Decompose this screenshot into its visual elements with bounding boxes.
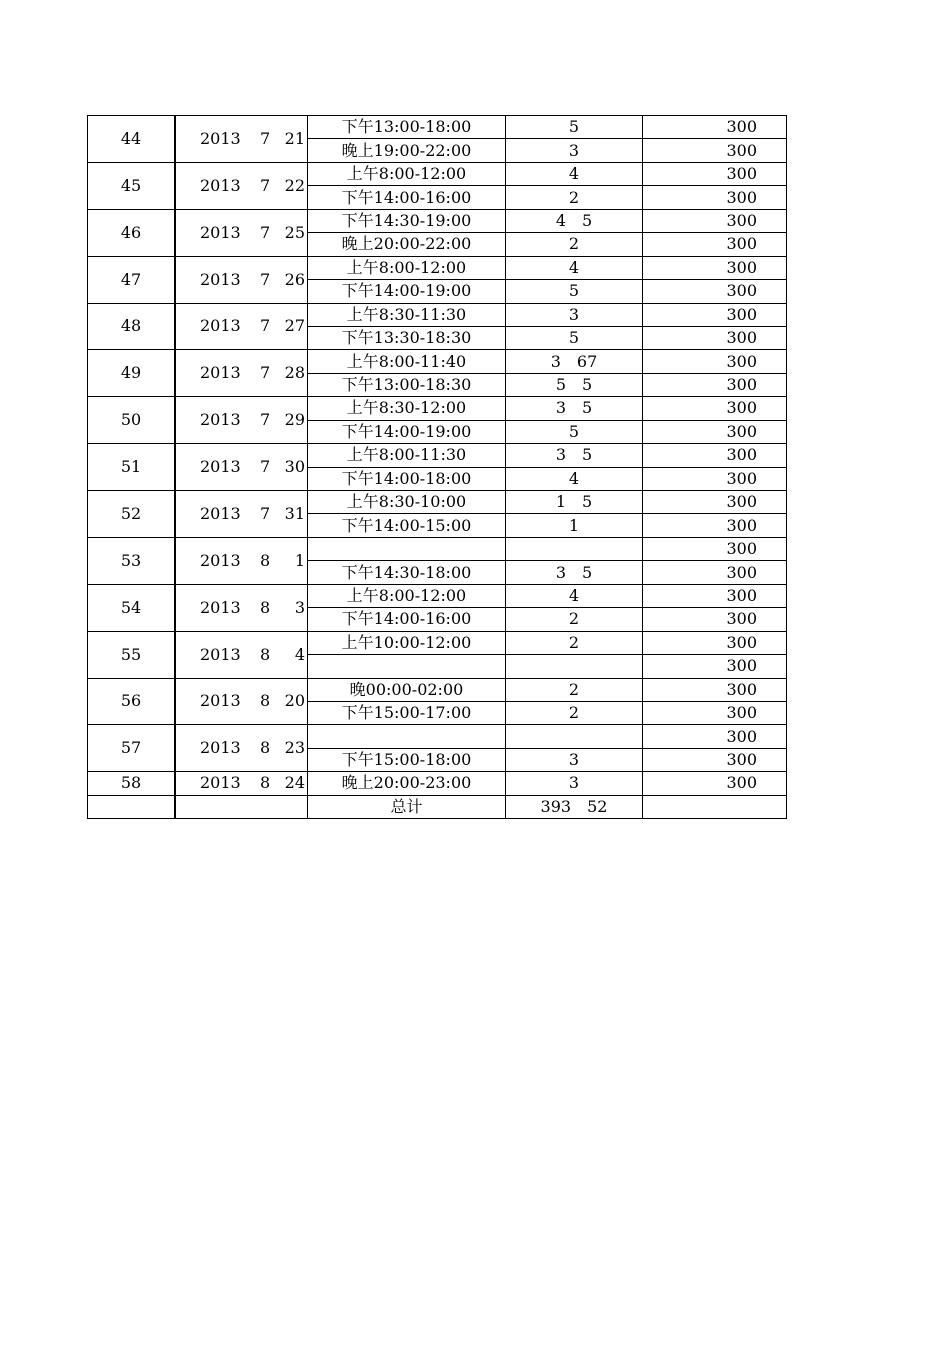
hours-cell: 2: [506, 608, 643, 631]
hours-cell: 4: [506, 162, 643, 185]
hours-cell: 1: [506, 514, 643, 537]
date-cell: [175, 725, 308, 772]
amount-cell: 300: [643, 514, 787, 537]
total-empty-cell: [175, 795, 308, 818]
date-cell: [175, 631, 308, 678]
time-slot-cell: 下午13:30-18:30: [308, 326, 506, 349]
table-row: [88, 444, 787, 467]
amount-cell: 300: [643, 233, 787, 256]
hours-cell: 5: [506, 420, 643, 443]
date-day: 27: [284, 316, 305, 336]
table-row: [88, 772, 787, 795]
hours-cell: 3: [506, 772, 643, 795]
amount-cell: 300: [643, 725, 787, 748]
date-cell: [175, 116, 308, 163]
date-cell: [175, 772, 308, 795]
amount-cell: 300: [643, 537, 787, 560]
time-slot-cell: 下午14:00-19:00: [308, 280, 506, 303]
total-hours: 393 52: [506, 795, 643, 818]
amount-cell: 300: [643, 631, 787, 654]
date-day: 30: [284, 457, 305, 477]
total-empty-cell: [88, 795, 176, 818]
table-row: [88, 303, 787, 326]
date-day: 3: [294, 597, 305, 617]
hours-cell: [506, 537, 643, 560]
timesheet-body: [88, 116, 787, 819]
time-slot-cell: 下午15:00-18:00: [308, 748, 506, 771]
amount-cell: 300: [643, 678, 787, 701]
date-day: 21: [284, 128, 305, 148]
row-number-cell: 58: [88, 772, 176, 795]
date-cell: [175, 209, 308, 256]
date-cell: [175, 678, 308, 725]
amount-cell: 300: [643, 280, 787, 303]
amount-cell: 300: [643, 584, 787, 607]
date-year: 2013: [200, 316, 241, 336]
date-cell: [175, 256, 308, 303]
time-slot-cell: 下午14:00-15:00: [308, 514, 506, 537]
time-slot-cell: 下午13:00-18:30: [308, 373, 506, 396]
time-slot-cell: 晚00:00-02:00: [308, 678, 506, 701]
hours-cell: [506, 655, 643, 678]
date-month: 8: [260, 691, 271, 711]
amount-cell: 300: [643, 186, 787, 209]
date-month: 7: [260, 128, 271, 148]
hours-cell: 3 5: [506, 397, 643, 420]
date-day: 28: [284, 363, 305, 383]
date-cell: [175, 584, 308, 631]
row-number-cell: 45: [88, 162, 176, 209]
amount-cell: 300: [643, 467, 787, 490]
date-year: 2013: [200, 363, 241, 383]
date-cell: [175, 444, 308, 491]
hours-cell: 1 5: [506, 491, 643, 514]
row-number-cell: 54: [88, 584, 176, 631]
time-slot-cell: 上午8:00-12:00: [308, 584, 506, 607]
row-number-cell: 56: [88, 678, 176, 725]
amount-cell: 300: [643, 397, 787, 420]
amount-cell: 300: [643, 608, 787, 631]
row-number-cell: 44: [88, 116, 176, 163]
date-year: 2013: [200, 222, 241, 242]
date-year: 2013: [200, 457, 241, 477]
table-row: [88, 397, 787, 420]
time-slot-cell: 下午14:00-19:00: [308, 420, 506, 443]
row-number-cell: 55: [88, 631, 176, 678]
table-row: [88, 209, 787, 232]
date-month: 8: [260, 738, 271, 758]
time-slot-cell: 晚上20:00-23:00: [308, 772, 506, 795]
total-amount: [643, 795, 787, 818]
hours-cell: [506, 725, 643, 748]
amount-cell: 300: [643, 561, 787, 584]
time-slot-cell: 上午8:30-12:00: [308, 397, 506, 420]
hours-cell: 3 5: [506, 561, 643, 584]
date-day: 31: [284, 503, 305, 523]
date-year: 2013: [200, 644, 241, 664]
date-year: 2013: [200, 269, 241, 289]
date-year: 2013: [200, 691, 241, 711]
table-row: [88, 116, 787, 139]
date-cell: [175, 537, 308, 584]
time-slot-cell: 下午14:30-18:00: [308, 561, 506, 584]
timesheet-table: [87, 115, 787, 819]
amount-cell: 300: [643, 256, 787, 279]
date-month: 7: [260, 316, 271, 336]
date-cell: [175, 350, 308, 397]
amount-cell: 300: [643, 326, 787, 349]
amount-cell: 300: [643, 303, 787, 326]
amount-cell: 300: [643, 748, 787, 771]
hours-cell: 2: [506, 701, 643, 724]
amount-cell: 300: [643, 116, 787, 139]
table-row: [88, 350, 787, 373]
date-day: 24: [284, 773, 305, 793]
date-month: 7: [260, 363, 271, 383]
row-number-cell: 53: [88, 537, 176, 584]
table-row: [88, 725, 787, 748]
time-slot-cell: 下午13:00-18:00: [308, 116, 506, 139]
time-slot-cell: [308, 655, 506, 678]
amount-cell: 300: [643, 162, 787, 185]
table-row: [88, 584, 787, 607]
hours-cell: 5: [506, 326, 643, 349]
row-number-cell: 49: [88, 350, 176, 397]
amount-cell: 300: [643, 444, 787, 467]
time-slot-cell: [308, 537, 506, 560]
table-row: [88, 162, 787, 185]
time-slot-cell: 下午14:00-16:00: [308, 608, 506, 631]
date-month: 7: [260, 410, 271, 430]
time-slot-cell: 上午10:00-12:00: [308, 631, 506, 654]
date-month: 7: [260, 503, 271, 523]
date-day: 23: [284, 738, 305, 758]
date-year: 2013: [200, 597, 241, 617]
table-row: [88, 631, 787, 654]
hours-cell: 3: [506, 303, 643, 326]
time-slot-cell: 下午15:00-17:00: [308, 701, 506, 724]
time-slot-cell: 上午8:30-10:00: [308, 491, 506, 514]
time-slot-cell: 下午14:30-19:00: [308, 209, 506, 232]
time-slot-cell: 晚上20:00-22:00: [308, 233, 506, 256]
amount-cell: 300: [643, 209, 787, 232]
hours-cell: 4: [506, 256, 643, 279]
hours-cell: 3 67: [506, 350, 643, 373]
hours-cell: 4: [506, 584, 643, 607]
time-slot-cell: 上午8:00-11:30: [308, 444, 506, 467]
date-day: 29: [284, 410, 305, 430]
hours-cell: 4: [506, 467, 643, 490]
row-number-cell: 46: [88, 209, 176, 256]
time-slot-cell: 上午8:00-12:00: [308, 162, 506, 185]
date-cell: [175, 491, 308, 538]
amount-cell: 300: [643, 139, 787, 162]
date-day: 25: [284, 222, 305, 242]
hours-cell: 5: [506, 116, 643, 139]
amount-cell: 300: [643, 420, 787, 443]
hours-cell: 3: [506, 139, 643, 162]
date-cell: [175, 397, 308, 444]
date-month: 7: [260, 175, 271, 195]
hours-cell: 3: [506, 748, 643, 771]
date-year: 2013: [200, 128, 241, 148]
table-row: [88, 537, 787, 560]
date-day: 26: [284, 269, 305, 289]
hours-cell: 2: [506, 186, 643, 209]
table-row: [88, 491, 787, 514]
date-year: 2013: [200, 773, 241, 793]
date-month: 8: [260, 773, 271, 793]
date-month: 7: [260, 222, 271, 242]
time-slot-cell: 上午8:00-12:00: [308, 256, 506, 279]
date-cell: [175, 162, 308, 209]
row-number-cell: 52: [88, 491, 176, 538]
date-day: 1: [294, 550, 305, 570]
date-month: 7: [260, 457, 271, 477]
date-day: 22: [284, 175, 305, 195]
hours-cell: 5 5: [506, 373, 643, 396]
hours-cell: 2: [506, 678, 643, 701]
date-day: 20: [284, 691, 305, 711]
date-month: 8: [260, 550, 271, 570]
hours-cell: 5: [506, 280, 643, 303]
amount-cell: 300: [643, 373, 787, 396]
amount-cell: 300: [643, 655, 787, 678]
table-row: [88, 256, 787, 279]
date-year: 2013: [200, 410, 241, 430]
date-month: 8: [260, 597, 271, 617]
row-number-cell: 47: [88, 256, 176, 303]
row-number-cell: 57: [88, 725, 176, 772]
amount-cell: 300: [643, 491, 787, 514]
date-cell: [175, 303, 308, 350]
time-slot-cell: 下午14:00-18:00: [308, 467, 506, 490]
table-row: [88, 678, 787, 701]
hours-cell: 2: [506, 631, 643, 654]
time-slot-cell: 晚上19:00-22:00: [308, 139, 506, 162]
row-number-cell: 48: [88, 303, 176, 350]
hours-cell: 2: [506, 233, 643, 256]
date-year: 2013: [200, 738, 241, 758]
amount-cell: 300: [643, 772, 787, 795]
date-year: 2013: [200, 503, 241, 523]
time-slot-cell: 下午14:00-16:00: [308, 186, 506, 209]
date-day: 4: [294, 644, 305, 664]
time-slot-cell: 上午8:00-11:40: [308, 350, 506, 373]
time-slot-cell: 上午8:30-11:30: [308, 303, 506, 326]
date-year: 2013: [200, 550, 241, 570]
date-year: 2013: [200, 175, 241, 195]
time-slot-cell: [308, 725, 506, 748]
hours-cell: 4 5: [506, 209, 643, 232]
date-month: 7: [260, 269, 271, 289]
row-number-cell: 50: [88, 397, 176, 444]
amount-cell: 300: [643, 350, 787, 373]
total-row: [88, 795, 787, 818]
hours-cell: 3 5: [506, 444, 643, 467]
total-label: 总计: [308, 795, 506, 818]
date-month: 8: [260, 644, 271, 664]
row-number-cell: 51: [88, 444, 176, 491]
amount-cell: 300: [643, 701, 787, 724]
